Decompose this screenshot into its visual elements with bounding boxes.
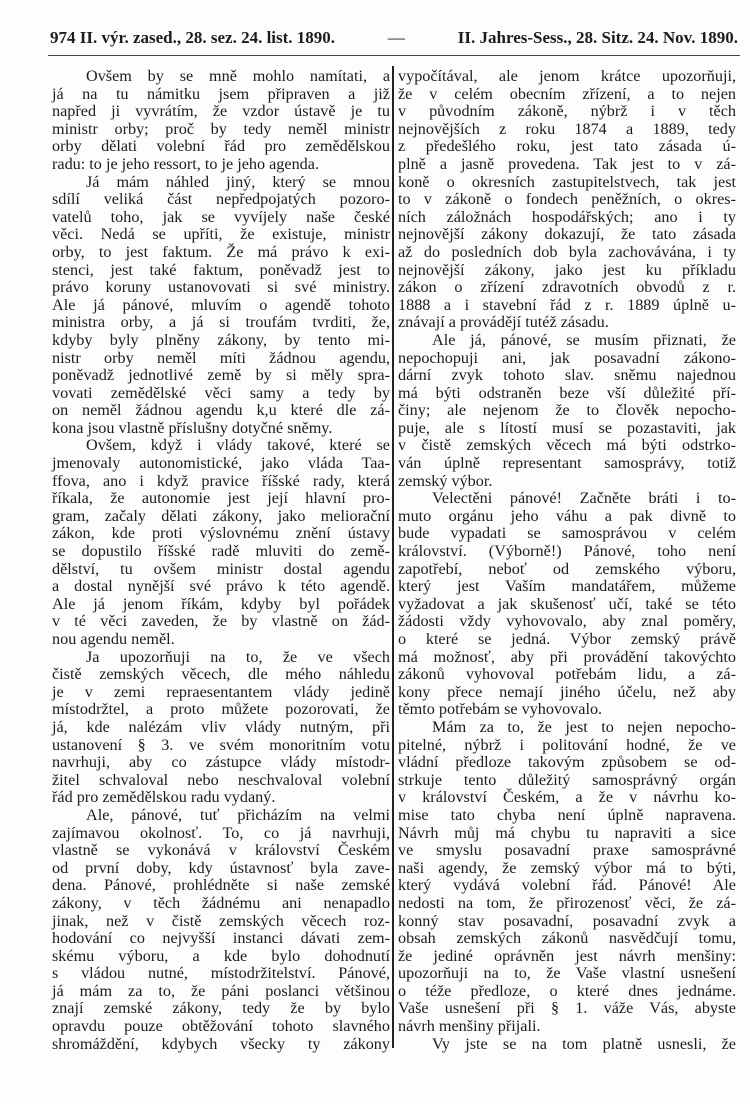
- left-column: [52, 68, 390, 1053]
- text-line: Já mám náhled jiný, který se mnou: [86, 172, 390, 191]
- text-line: on neměl žádnou agendu k,u které dle zá-: [52, 401, 390, 420]
- text-line: království. (Výborně!) Pánové, toho není: [398, 542, 736, 561]
- paragraph: [398, 1036, 736, 1054]
- text-line: má býti odstraněn beze vší důležité pří-: [398, 383, 736, 402]
- text-line: ministr orby; proč by tedy neměl ministr: [52, 119, 390, 138]
- text-line: stenci, jest také faktum, poněvadž jest to: [52, 260, 390, 279]
- text-line: obsah zemských zákonů nasvědčují tomu,: [398, 929, 736, 948]
- text-line: vyžadovat a jak skušenosť učí, také se této: [398, 594, 736, 613]
- text-line: Ale já jenom říkám, kdyby byl pořádek: [52, 594, 390, 613]
- text-line: o které se jedná. Výbor zemský právě: [398, 630, 736, 648]
- text-line: mise tato chyba není úplně napravena.: [398, 805, 736, 824]
- text-line: Ale, pánové, tuť přicházím na velmi: [86, 805, 390, 824]
- text-line: nejnovější zákony, jako jest ku příkladu: [398, 260, 736, 279]
- text-line: pitelné, nýbrž i politování hodné, že ve: [398, 735, 736, 754]
- text-line: navrhuji, aby co zástupce vlády místodr-: [52, 753, 390, 772]
- text-line: zákony, v těch žádnému ani nenapadlo: [52, 893, 390, 912]
- text-line: ních záložnách hospodářských; ano i ty: [398, 207, 736, 226]
- header-rule: [48, 55, 740, 56]
- text-line: hodování co nejvyšší instanci dávati zem-: [52, 929, 390, 948]
- text-line: nistr orby neměl míti žádnou agendu,: [52, 348, 390, 367]
- text-line: kony přece nemají jiného účelu, než aby: [398, 682, 736, 701]
- text-line: ustanovení § 3. ve svém monoritním votu: [52, 735, 390, 754]
- text-line: já na tu námitku jsem připraven a již: [52, 84, 390, 103]
- text-line: žitel schvaloval nebo neschvaloval volební: [52, 770, 390, 789]
- text-line: zákon o zřízení zdravotních obvodů z r.: [398, 278, 736, 297]
- text-line: návrh menšiny přijali.: [398, 1017, 541, 1036]
- text-line: nou agendu neměl.: [52, 630, 175, 648]
- text-line: vovati zemědělské věci samy a tedy by: [52, 383, 390, 402]
- paragraph: [398, 68, 736, 332]
- text-line: muto orgánu jeho váhu a pak divně to: [398, 506, 736, 525]
- text-line: ministra orby, a já si troufám tvrditi, že,: [52, 313, 390, 332]
- text-line: vládní předloze takovým způsobem se od-: [398, 753, 736, 772]
- text-line: vypočítával, ale jenom krátce upozorňuji,: [398, 67, 736, 85]
- text-line: o téže předloze, o které dnes jednáme.: [398, 981, 736, 1000]
- text-line: žádosti vždy vyhovovalo, aby znal poměry,: [398, 612, 736, 631]
- text-line: napřed ji vyvrátím, že vzdor ústavě je tu: [52, 102, 390, 121]
- paragraph: [52, 68, 390, 174]
- text-line: těmto potřebám se vyhovovalo.: [398, 700, 603, 719]
- text-line: Velectěni pánové! Začněte bráti i to-: [432, 489, 736, 508]
- text-line: dělství, tu ovšem ministr dostal agendu: [52, 559, 390, 578]
- text-line: puje, ale s lítostí musí se pozastaviti, jak: [398, 418, 736, 437]
- text-line: jinak, než v čistě zemských věcech roz-: [52, 911, 390, 930]
- text-line: vlastně se vykonává v království Českém: [52, 841, 390, 860]
- text-line: v té věci zaveden, že by vlastně on žád-: [52, 612, 390, 631]
- text-line: upozorňuji na to, že Vaše vlastní usnešení: [398, 964, 736, 983]
- text-line: já, kde nalézám vliv vlády nutným, při: [52, 717, 390, 736]
- text-line: skému výboru, a kde bylo dohodnutí: [52, 946, 390, 965]
- text-line: radu: to je jeho ressort, to je jeho agenda.: [52, 154, 320, 173]
- text-line: Ovšem by se mně mohlo namítati, a: [86, 67, 390, 85]
- text-line: Návrh můj má chybu tu napraviti a sice: [398, 823, 736, 842]
- text-line: z předešlého roku, jest tato zásada ú-: [398, 137, 736, 156]
- text-line: orby dělati volební řád pro zemědělskou: [52, 137, 390, 156]
- text-line: znají zemské zákony, tedy že by bylo: [52, 999, 390, 1018]
- text-line: v království Českém, a že v návrhu ko-: [398, 788, 736, 807]
- text-line: kdyby byly plněny zákony, by tento mi-: [52, 330, 390, 349]
- text-line: je v zemi repraesentantem vlády jedině: [52, 682, 390, 701]
- text-line: Vy jste se na tom platně usnesli, že: [432, 1034, 736, 1053]
- paragraph: [52, 649, 390, 807]
- text-line: zajímavou okolnosť. To, co já navrhuji,: [52, 823, 390, 842]
- text-line: řád pro zemědělskou radu vydaný.: [52, 788, 276, 807]
- text-line: nepochopuji ani, jak posavadní zákono-: [398, 348, 736, 367]
- text-line: v čistě zemských věcech má býti odstrko-: [398, 436, 736, 455]
- paragraph: [398, 490, 736, 719]
- paragraph: [52, 807, 390, 1053]
- text-line: nedosti na tom, že přirozenosť věci, že zá-: [398, 893, 736, 912]
- text-line: 1888 a i stavební řád z r. 1889 úplně u-: [398, 295, 736, 314]
- text-line: bude vypadati se samosprávou v celém: [398, 524, 736, 543]
- text-line: říkala, že autonomie jest její hlavní pro-: [52, 489, 390, 508]
- text-line: vatelů toho, jak se vyvíjely naše české: [52, 207, 390, 226]
- text-line: konný stav posavadní, posavadní zvyk a: [398, 911, 736, 930]
- text-line: opravdu pouze obtěžování tohoto slavného: [52, 1017, 390, 1036]
- right-column: [398, 68, 736, 1053]
- text-line: a dostal nynější své právo k této agendě.: [52, 577, 390, 596]
- text-line: shromáždění, kdybych všecky ty zákony: [52, 1034, 390, 1053]
- text-line: ván úplně representant samosprávy, totiž: [398, 454, 736, 473]
- text-line: věci. Nedá se upříti, že existuje, ministr: [52, 225, 390, 244]
- text-line: zapotřebí, neboť od zemského výboru,: [398, 559, 736, 578]
- text-line: orby, to jest faktum. Že má právo k exi-: [52, 242, 390, 261]
- text-line: plně a jasně provedena. Tak jest to v zá-: [398, 154, 736, 173]
- text-line: gram, začaly dělati zákony, jako meliorační: [52, 506, 390, 525]
- text-line: ffova, ano i když pravice říšské rady, která: [52, 471, 390, 490]
- text-line: dena. Pánové, prohlédněte si naše zemské: [52, 876, 390, 895]
- text-line: činy; ale nejenom že to člověk nepocho-: [398, 401, 736, 420]
- text-line: zákon, kde proti výslovnému znění ústavy: [52, 524, 390, 543]
- text-line: sdílí veliká část nepředpojatých pozoro-: [52, 190, 390, 209]
- text-line: zákonů vyhovoval potřebám lidu, a zá-: [398, 665, 736, 684]
- text-line: Mám za to, že jest to nejen nepocho-: [432, 717, 736, 736]
- text-line: znávají a provádějí tutéž zásadu.: [398, 313, 609, 332]
- text-line: ve smyslu posavadní praxe samosprávné: [398, 841, 736, 860]
- text-line: poněvadž jednotlivé země by si měly spra-: [52, 366, 390, 385]
- text-line: místodržtel, a proto můžete pozorovati, že: [52, 700, 390, 719]
- text-line: dární zvyk tohoto slav. sněmu najednou: [398, 366, 736, 385]
- header-german: II. Jahres-Sess., 28. Sitz. 24. Nov. 1890.: [457, 28, 738, 47]
- text-line: se dopustilo říšské radě mluviti do země-: [52, 542, 390, 561]
- text-line: že v celém obecním zřízení, a to nejen: [398, 84, 736, 103]
- paragraph: [398, 719, 736, 1036]
- text-line: že jediné oprávněn jest návrh menšiny:: [398, 946, 736, 965]
- text-line: čistě zemských věcech, dle mého náhledu: [52, 665, 390, 684]
- running-header: [50, 28, 738, 48]
- text-line: právo koruny ustanovovati si své ministry.: [52, 278, 390, 297]
- text-line: až do posledních dob byla zachovávána, i ty: [398, 242, 736, 261]
- paragraph: [52, 437, 390, 648]
- text-line: Ja upozorňuji na to, že ve všech: [86, 647, 390, 666]
- paragraph: [52, 174, 390, 438]
- text-line: jmenovaly autonomistické, jako vláda Taa-: [52, 454, 390, 473]
- text-line: nejnovější zákony dokazují, že tato zásada: [398, 225, 736, 244]
- text-line: já mám za to, že páni poslanci většinou: [52, 981, 390, 1000]
- text-line: od první doby, kdy ústavnosť byla zave-: [52, 858, 390, 877]
- text-line: s vládou nutné, místodržitelství. Pánové,: [52, 964, 390, 983]
- text-line: naši agendy, že zemský výbor má to býti,: [398, 858, 736, 877]
- text-line: který vydává volební řád. Pánové! Ale: [398, 876, 736, 895]
- paragraph: [398, 332, 736, 490]
- text-line: strkuje tento důležitý samosprávný orgán: [398, 770, 736, 789]
- text-line: kona jsou vlastně příslušny dotyčné sněmy.: [52, 418, 333, 437]
- text-line: který jest Vaším mandatářem, můžeme: [398, 577, 736, 596]
- text-line: Ale já pánové, mluvím o agendě tohoto: [52, 295, 390, 314]
- column-divider: [392, 66, 394, 1048]
- text-line: koně o okresních zastupitelstvech, tak jest: [398, 172, 736, 191]
- text-line: Ovšem, když i vlády takové, které se: [86, 436, 390, 455]
- header-separator: —: [387, 28, 405, 47]
- text-line: má možnosť, aby při provádění takovýchto: [398, 647, 736, 666]
- text-line: zemský výbor.: [398, 471, 493, 490]
- header-czech: 974 II. výr. zased., 28. sez. 24. list. 1890.: [50, 28, 336, 47]
- text-line: to v zákoně o fondech peněžních, o okres-: [398, 190, 736, 209]
- text-line: v původním zákoně, nýbrž i v těch: [398, 102, 736, 121]
- text-line: Vaše usnešení při § 1. váže Vás, abyste: [398, 999, 736, 1018]
- text-line: Ale já, pánové, se musím přiznati, že: [432, 330, 736, 349]
- text-line: nejnovějších z roku 1874 a 1889, tedy: [398, 119, 736, 138]
